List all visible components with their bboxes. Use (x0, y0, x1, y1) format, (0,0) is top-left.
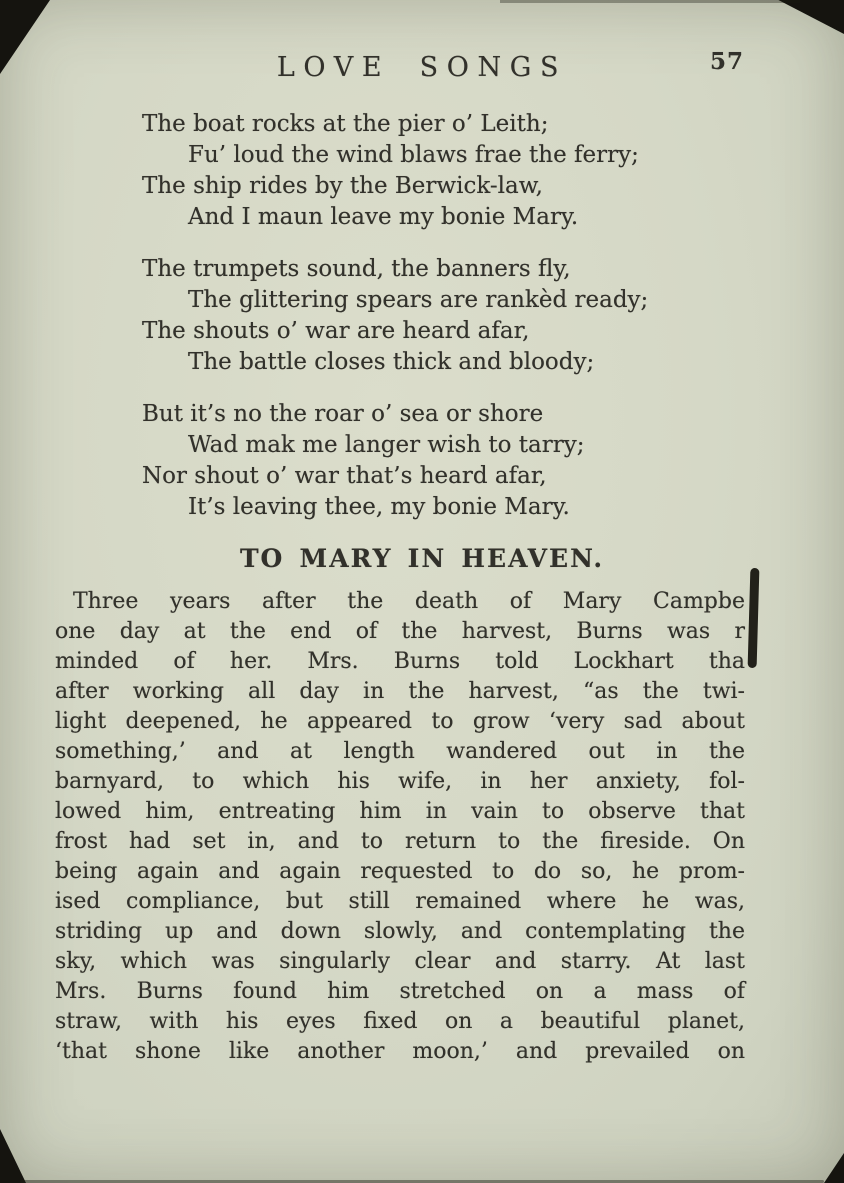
poem-line: The shouts o’ war are heard afar, (142, 318, 530, 344)
prose-line: striding up and down slowly, and contemplating the (55, 919, 745, 944)
scan-artifact-corner-bottom-right (824, 1153, 844, 1183)
prose-line: ised compliance, but still remained where he was, (55, 889, 745, 914)
prose-line: ‘that shone like another moon,’ and prevailed on (55, 1039, 745, 1064)
prose-line: one day at the end of the harvest, Burns was r (55, 619, 745, 644)
poem-line: The glittering spears are rankèd ready; (188, 287, 649, 313)
prose-line: minded of her. Mrs. Burns told Lockhart tha (55, 649, 745, 674)
prose-line: sky, which was singularly clear and starry. At last (55, 949, 745, 974)
scan-artifact-right-edge-strip (748, 568, 760, 668)
prose-line: Three years after the death of Mary Campbe (73, 589, 745, 614)
poem-stanza-3 (142, 399, 844, 523)
poem-line: The boat rocks at the pier o’ Leith; (142, 111, 549, 137)
prose-line: after working all day in the harvest, “as the twi- (55, 679, 745, 704)
page-header (0, 0, 844, 83)
page-number: 57 (709, 48, 744, 75)
poem-line: Fu’ loud the wind blaws frae the ferry; (188, 142, 639, 168)
poem (0, 109, 844, 523)
prose-line: being again and again requested to do so, he prom- (55, 859, 745, 884)
poem-line: But it’s no the roar o’ sea or shore (142, 401, 544, 427)
poem-line: Nor shout o’ war that’s heard afar, (142, 463, 547, 489)
poem-line: The ship rides by the Berwick-law, (142, 173, 543, 199)
poem-stanza-2 (142, 254, 844, 378)
section-heading: TO MARY IN HEAVEN. (239, 544, 605, 573)
poem-stanza-1 (142, 109, 844, 233)
poem-line: The battle closes thick and bloody; (188, 349, 595, 375)
scan-artifact-corner-bottom-left (0, 1129, 26, 1183)
prose-line: barnyard, to which his wife, in her anxiety, fol- (55, 769, 745, 794)
poem-line: It’s leaving thee, my bonie Mary. (188, 494, 570, 520)
poem-line: And I maun leave my bonie Mary. (188, 204, 579, 230)
prose-line: something,’ and at length wandered out in the (55, 739, 745, 764)
scan-artifact-top-edge (500, 0, 800, 3)
prose-line: straw, with his eyes fixed on a beautiful planet, (55, 1009, 745, 1034)
page-title: LOVE SONGS (276, 52, 568, 83)
poem-line: Wad mak me langer wish to tarry; (188, 432, 585, 458)
prose-line: lowed him, entreating him in vain to observe that (55, 799, 745, 824)
prose-line: Mrs. Burns found him stretched on a mass of (55, 979, 745, 1004)
poem-line: The trumpets sound, the banners fly, (142, 256, 571, 282)
prose-line: light deepened, he appeared to grow ‘very sad about (55, 709, 745, 734)
prose-line: frost had set in, and to return to the fireside. On (55, 829, 745, 854)
prose-paragraph (55, 587, 745, 1067)
